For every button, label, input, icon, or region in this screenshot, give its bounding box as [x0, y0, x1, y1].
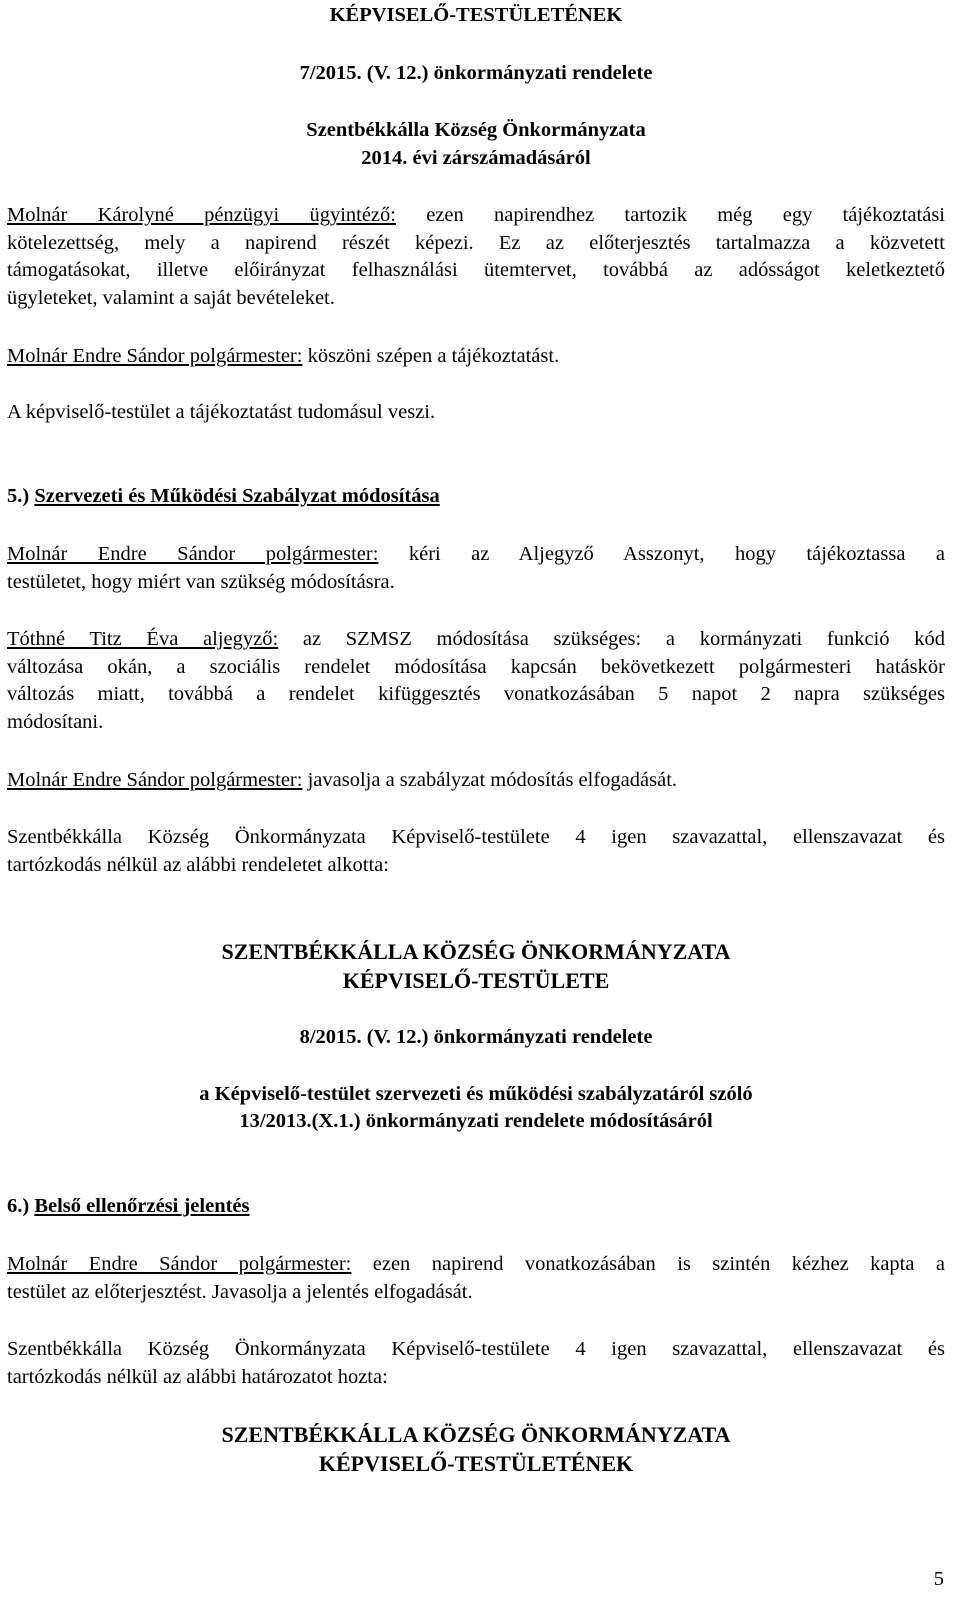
speaker-name: Molnár Endre Sándor polgármester:: [7, 345, 303, 367]
agenda-item-5-heading: 5.) Szervezeti és Működési Szabályzat módosítása: [7, 485, 440, 507]
paragraph-finance-officer: Molnár Károlyné pénzügyi ügyintéző: ezen napirendhez tartozik még egy tájékoztatási kötelezettség, mely a napirend részét képezi. Ez az előterjesztés tartalmazza a közvetett támogatásokat, illetve előirányzat felhasználási ütemtervet, továbbá az adósságot keletkeztető ügyleteket, valamint a saját bevételeket.: [7, 204, 945, 309]
paragraph-vote-decree: Szentbékkálla Község Önkormányzata Képviselő-testülete 4 igen szavazattal, ellenszavazat és tartózkodás nélkül az alábbi rendeletet alkotta:: [7, 826, 945, 876]
decree-council-line1: SZENTBÉKKÁLLA KÖZSÉG ÖNKORMÁNYZATA: [221, 939, 731, 964]
paragraph-mayor-request: Molnár Endre Sándor polgármester: kéri az Aljegyző Asszonyt, hogy tájékoztassa a testületet, hogy miért van szükség módosításra.: [7, 543, 945, 593]
speaker-name: Molnár Károlyné pénzügyi ügyintéző:: [7, 204, 396, 226]
paragraph-mayor-thanks: Molnár Endre Sándor polgármester: köszöni szépen a tájékoztatást.: [7, 345, 560, 367]
decree-number: 7/2015. (V. 12.) önkormányzati rendelete: [299, 62, 653, 84]
paragraph-vote-resolution: Szentbékkálla Község Önkormányzata Képviselő-testülete 4 igen szavazattal, ellenszavazat és tartózkodás nélkül az alábbi határozatot hozta:: [7, 1338, 945, 1388]
resolution-council-line1: SZENTBÉKKÁLLA KÖZSÉG ÖNKORMÁNYZATA: [221, 1422, 731, 1447]
paragraph-deputy-notary: Tóthné Titz Éva aljegyző: az SZMSZ módosítása szükséges: a kormányzati funkció kód változása okán, a szociális rendelet módosítása kapcsán bekövetkezett polgármesteri hatáskör változás miatt, továbbá a rendelet kifüggesztés vonatkozásában 5 napot 2 napra szükséges módosítani.: [7, 628, 945, 733]
council-title: KÉPVISELŐ-TESTÜLETÉNEK: [329, 4, 623, 26]
speaker-name: Molnár Endre Sándor polgármester:: [7, 1253, 352, 1275]
paragraph-mayor-audit: Molnár Endre Sándor polgármester: ezen napirend vonatkozásában is szintén kézhez kapta a testület az előterjesztést. Javasolja a jelentés elfogadását.: [7, 1253, 945, 1303]
decree-2-subject-line1: a Képviselő-testület szervezeti és működési szabályzatáról szóló: [199, 1083, 753, 1105]
agenda-item-6-heading: 6.) Belső ellenőrzési jelentés: [7, 1195, 250, 1217]
decree-2-number: 8/2015. (V. 12.) önkormányzati rendelete: [299, 1026, 653, 1048]
paragraph-mayor-proposal: Molnár Endre Sándor polgármester: javasolja a szabályzat módosítás elfogadását.: [7, 769, 678, 791]
speaker-name: Tóthné Titz Éva aljegyző:: [7, 628, 279, 650]
decree-subject: 2014. évi zárszámadásáról: [361, 147, 591, 169]
decree-2-subject-line2: 13/2013.(X.1.) önkormányzati rendelete módosításáról: [239, 1110, 713, 1132]
municipality-name: Szentbékkálla Község Önkormányzata: [306, 119, 646, 141]
speaker-name: Molnár Endre Sándor polgármester:: [7, 543, 379, 565]
speaker-name: Molnár Endre Sándor polgármester:: [7, 769, 303, 791]
page-number: 5: [933, 1568, 944, 1590]
decree-council-line2: KÉPVISELŐ-TESTÜLETE: [342, 968, 610, 993]
resolution-council-line2: KÉPVISELŐ-TESTÜLETÉNEK: [318, 1451, 634, 1476]
paragraph-acknowledgement: A képviselő-testület a tájékoztatást tudomásul veszi.: [7, 401, 436, 423]
